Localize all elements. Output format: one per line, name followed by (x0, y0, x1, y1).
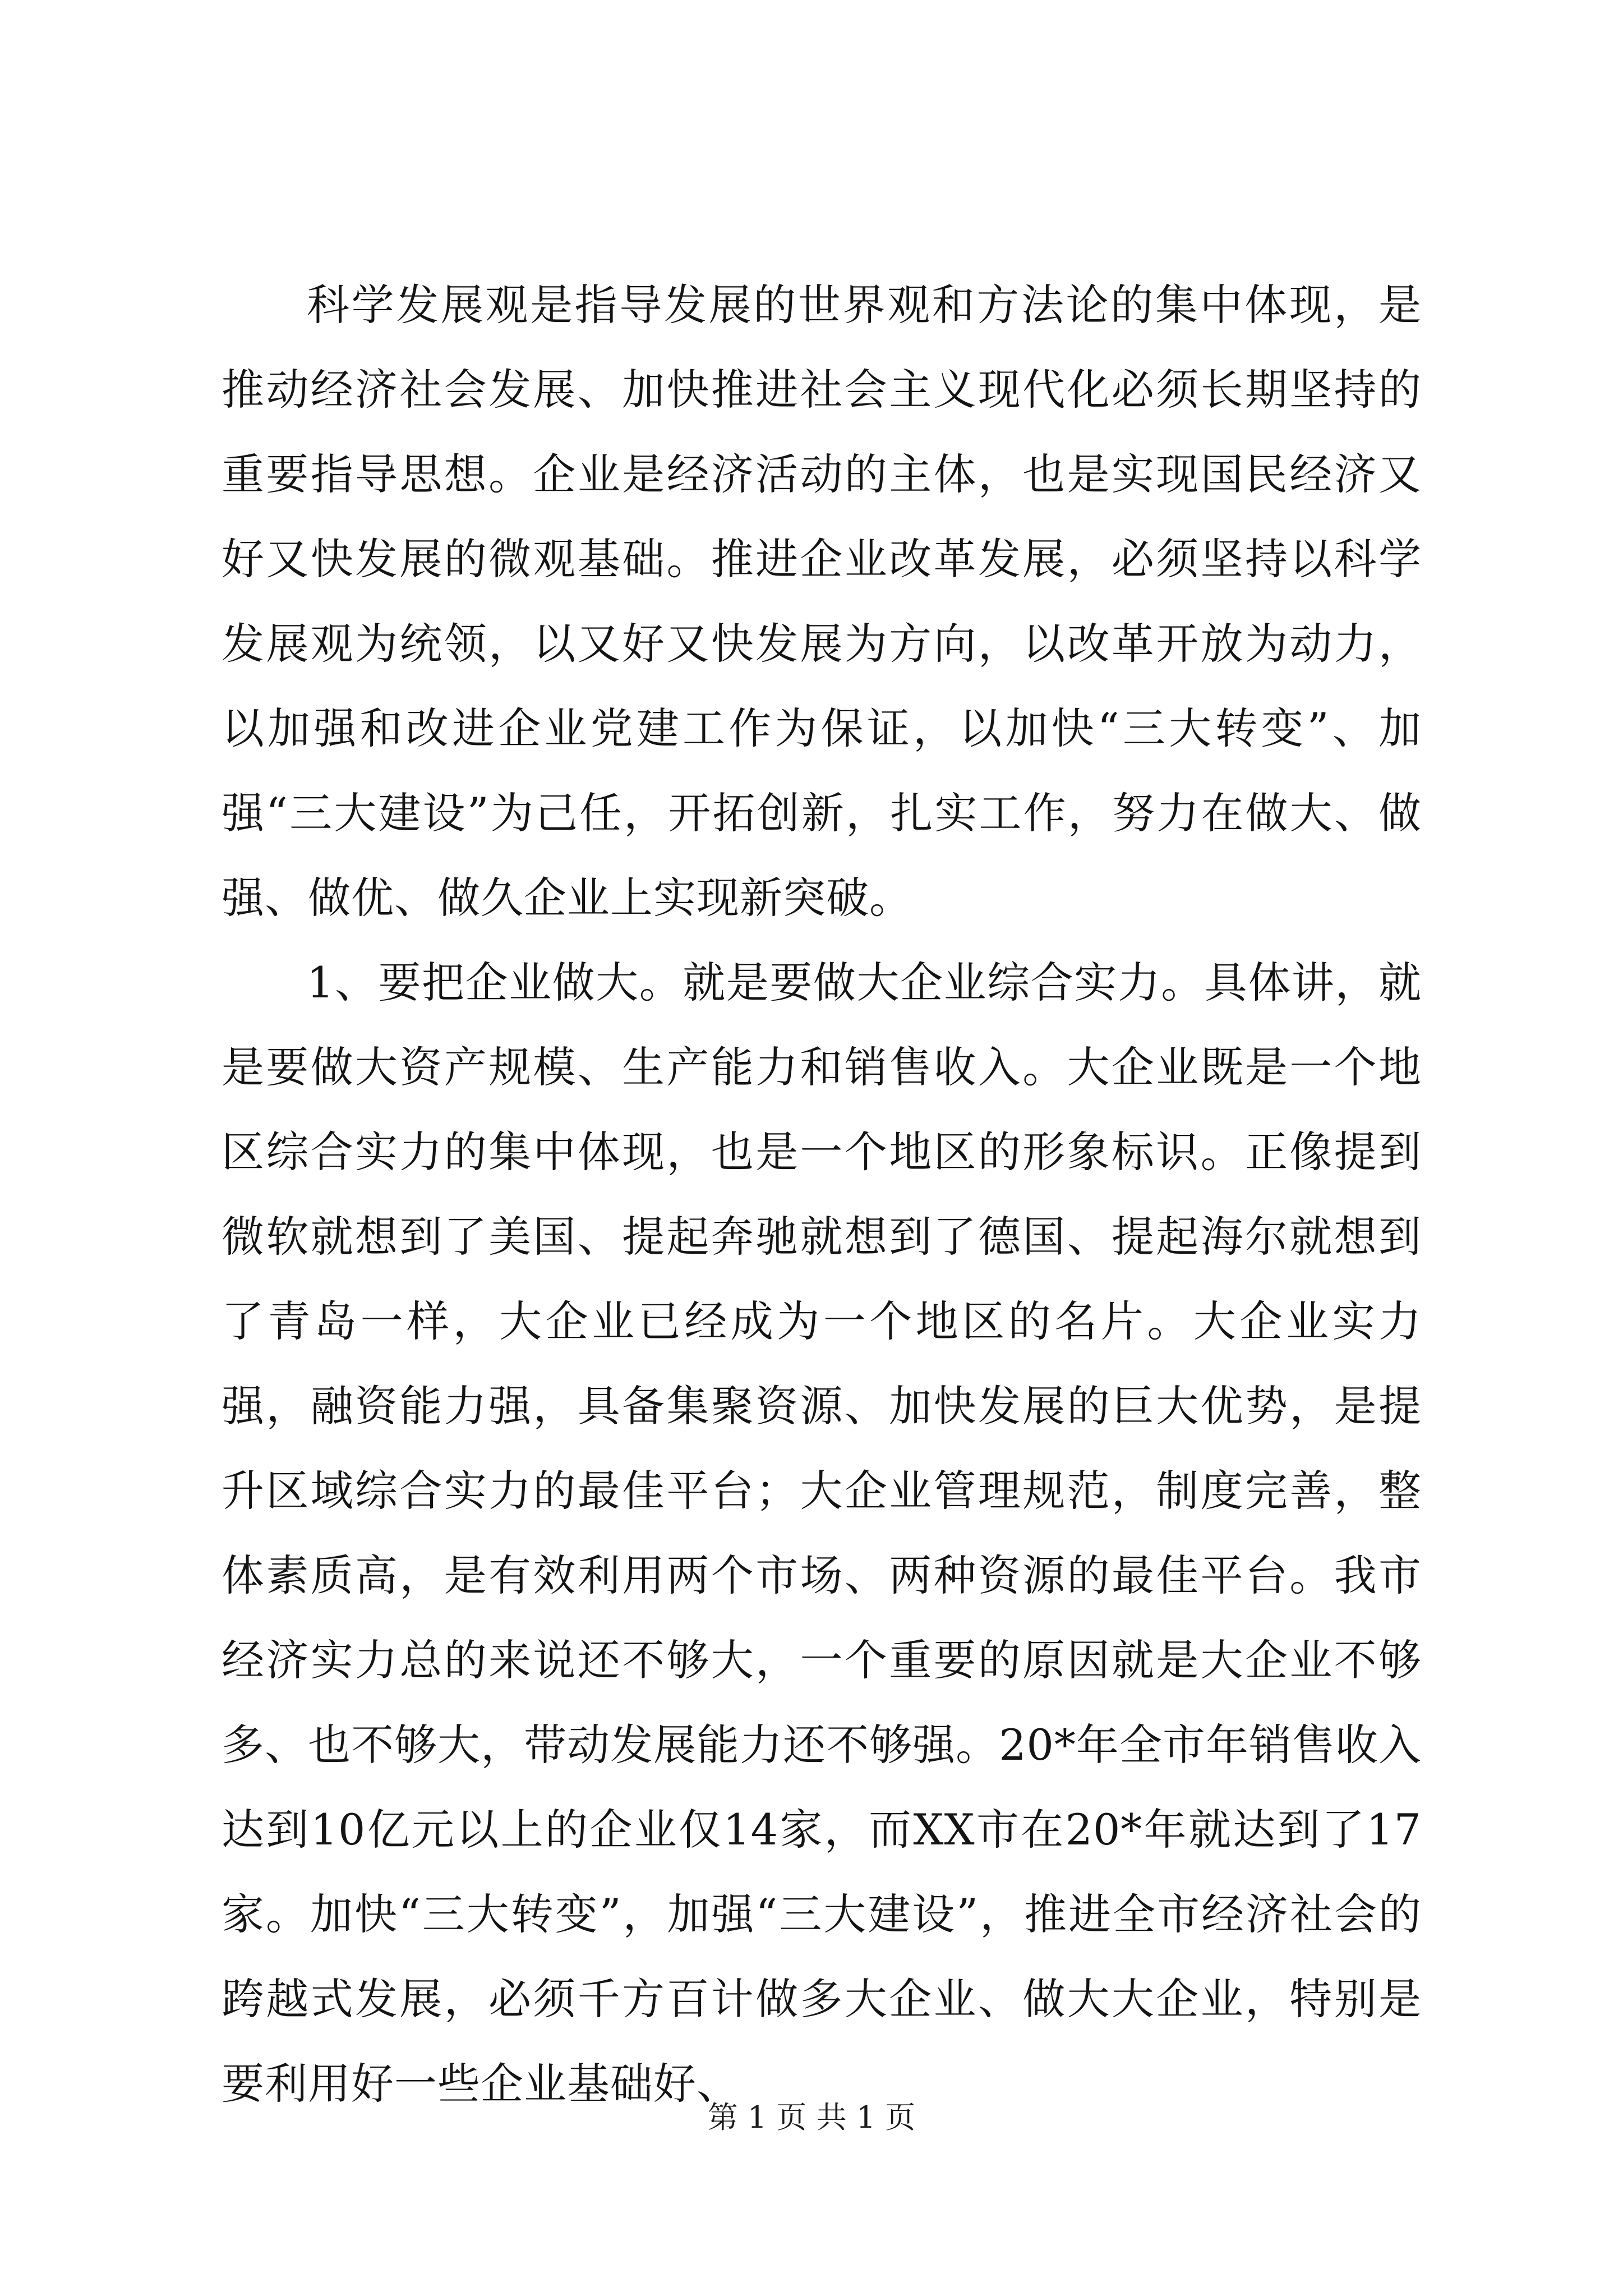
document-body (222, 263, 1422, 2126)
paragraph-point-1: 1、要把企业做大。就是要做大企业综合实力。具体讲，就是要做大资产规模、生产能力和销售收入。大企业既是一个地区综合实力的集中体现，也是一个地区的形象标识。正像提到微软就想到了美国、提起奔驰就想到了德国、提起海尔就想到了青岛一样，大企业已经成为一个地区的名片。大企业实力强，融资能力强，具备集聚资源、加快发展的巨大优势，是提升区域综合实力的最佳平台；大企业管理规范，制度完善，整体素质高，是有效利用两个市场、两种资源的最佳平台。我市经济实力总的来说还不够大，一个重要的原因就是大企业不够多、也不够大，带动发展能力还不够强。20*年全市年销售收入达到10亿元以上的企业仅14家，而XX市在20*年就达到了17家。加快“三大转变”，加强“三大建设”，推进全市经济社会的跨越式发展，必须千方百计做多大企业、做大大企业，特别是要利用好一些企业基础好、 (222, 958, 1422, 2109)
page-footer: 第 1 页 共 1 页 (707, 2100, 916, 2135)
paragraph-intro: 科学发展观是指导发展的世界观和方法论的集中体现，是推动经济社会发展、加快推进社会主义现代化必须长期坚持的重要指导思想。企业是经济活动的主体，也是实现国民经济又好又快发展的微观基础。推进企业改革发展，必须坚持以科学发展观为统领，以又好又快发展为方向，以改革开放为动力，以加强和改进企业党建工作为保证，以加快“三大转变”、加强“三大建设”为己任，开拓创新，扎实工作，努力在做大、做强、做优、做久企业上实现新突破。 (222, 280, 1422, 923)
